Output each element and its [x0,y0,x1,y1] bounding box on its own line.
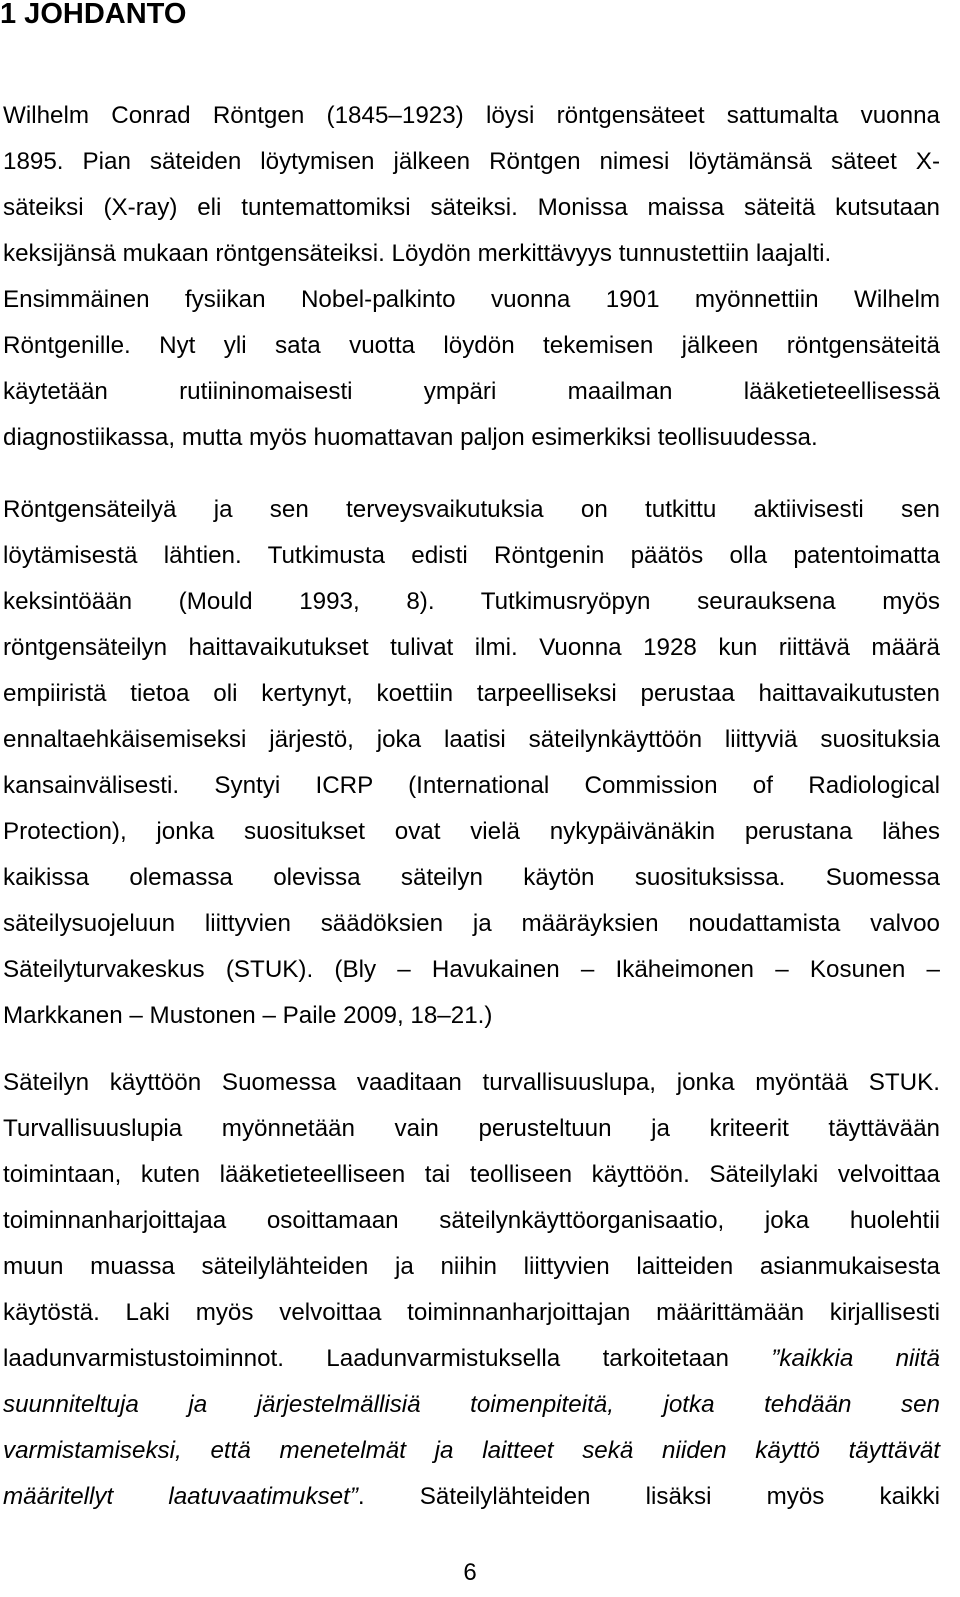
text-line [3,1336,940,1382]
text-run: . Säteilylähteiden lisäksi myös kaikki [357,1483,940,1510]
page-number: 6 [463,1559,477,1586]
text-line: diagnostiikassa, mutta myös huomattavan paljon esimerkiksi teollisuudessa. [3,424,818,451]
text-line: toimintaan, kuten lääketieteelliseen tai teolliseen käyttöön. Säteilylaki velvoittaa [3,1161,940,1188]
paragraph-1 [3,93,940,461]
chapter-heading: 1 JOHDANTO [0,0,187,30]
text-line: Röntgenille. Nyt yli sata vuotta löydön tekemisen jälkeen röntgensäteitä [3,332,940,359]
text-line: 1895. Pian säteiden löytymisen jälkeen Röntgen nimesi löytämänsä säteet X- [3,148,940,175]
text-line: röntgensäteilyn haittavaikutukset tulivat ilmi. Vuonna 1928 kun riittävä määrä [3,634,940,661]
quote-text-line: varmistamiseksi, että menetelmät ja laitteet sekä niiden käyttö täyttävät [3,1437,940,1464]
text-line: keksintöään (Mould 1993, 8). Tutkimusryöpyn seurauksena myös [3,588,940,615]
text-line: empiiristä tietoa oli kertynyt, koettiin tarpeelliseksi perustaa haittavaikutusten [3,680,940,707]
text-line: kansainvälisesti. Syntyi ICRP (International Commission of Radiological [3,772,940,799]
text-line: Turvallisuuslupia myönnetään vain perusteltuun ja kriteerit täyttävään [3,1115,940,1142]
text-line [3,1474,940,1520]
text-line: Ensimmäinen fysiikan Nobel-palkinto vuonna 1901 myönnettiin Wilhelm [3,286,940,313]
text-run: laadunvarmistustoiminnot. Laadunvarmistuksella tarkoitetaan [3,1345,772,1372]
text-line: Säteilyn käyttöön Suomessa vaaditaan turvallisuuslupa, jonka myöntää STUK. [3,1069,940,1096]
quote-text-line: suunniteltuja ja järjestelmällisiä toimenpiteitä, jotka tehdään sen [3,1391,940,1418]
text-line: Säteilyturvakeskus (STUK). (Bly – Havukainen – Ikäheimonen – Kosunen – [3,956,940,983]
text-line: kaikissa olemassa olevissa säteilyn käytön suosituksissa. Suomessa [3,864,940,891]
text-line: ennaltaehkäisemiseksi järjestö, joka laatisi säteilynkäyttöön liittyviä suosituksia [3,726,940,753]
text-line: muun muassa säteilylähteiden ja niihin liittyvien laitteiden asianmukaisesta [3,1253,940,1280]
text-line: säteiksi (X-ray) eli tuntemattomiksi säteiksi. Monissa maissa säteitä kutsutaan [3,194,940,221]
text-line: löytämisestä lähtien. Tutkimusta edisti Röntgenin päätös olla patentoimatta [3,542,940,569]
text-line: Protection), jonka suositukset ovat vielä nykypäivänäkin perustana lähes [3,818,940,845]
text-line: Röntgensäteilyä ja sen terveysvaikutuksia on tutkittu aktiivisesti sen [3,496,940,523]
text-line: Markkanen – Mustonen – Paile 2009, 18–21.) [3,1002,493,1029]
quote-text: määritellyt laatuvaatimukset” [3,1483,358,1510]
text-line: käytöstä. Laki myös velvoittaa toiminnanharjoittajan määrittämään kirjallisesti [3,1299,940,1326]
text-line: säteilysuojeluun liittyvien säädöksien ja määräyksien noudattamista valvoo [3,910,940,937]
text-line: käytetään rutiininomaisesti ympäri maailman lääketieteellisessä [3,378,940,405]
paragraph-2 [3,487,940,1039]
text-line: Wilhelm Conrad Röntgen (1845–1923) löysi röntgensäteet sattumalta vuonna [3,102,940,129]
quote-text: ”kaikkia niitä [771,1345,940,1372]
text-line: toiminnanharjoittajaa osoittamaan säteilynkäyttöorganisaatio, joka huolehtii [3,1207,940,1234]
paragraph-3 [3,1060,940,1520]
text-line: keksijänsä mukaan röntgensäteiksi. Löydön merkittävyys tunnustettiin laajalti. [3,240,832,267]
